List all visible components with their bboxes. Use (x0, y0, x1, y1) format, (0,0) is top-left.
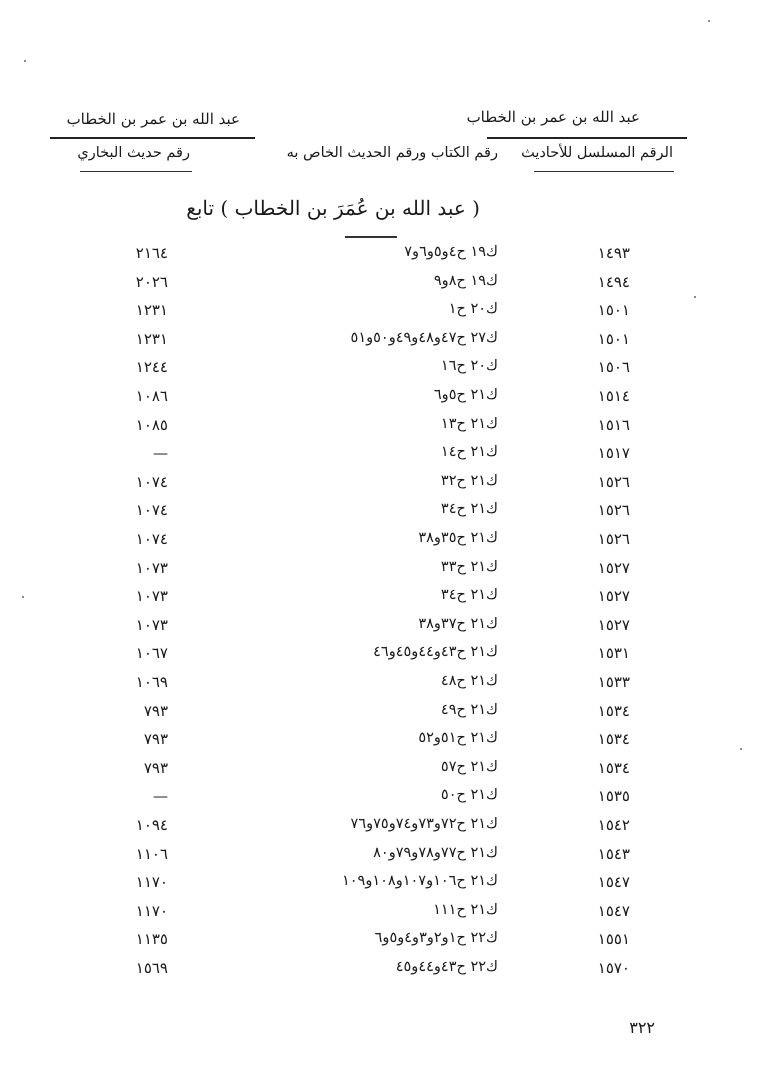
serial-number-cell: ١٥٥١ (597, 930, 630, 949)
table-row (0, 526, 760, 555)
book-hadith-cell: ك٢٧ ح٤٧و٤٨و٤٩و٥٠و٥١ (350, 329, 498, 346)
book-hadith-cell: ك٢١ ح٣٥و٣٨ (418, 530, 498, 546)
table-row (0, 383, 760, 412)
book-hadith-cell: ك٢١ ح٥٧ (440, 758, 498, 775)
scan-speck (22, 596, 24, 598)
serial-number-cell: ١٥٠١ (597, 329, 630, 348)
bukhari-number-cell: — (153, 787, 168, 806)
scan-speck (708, 20, 710, 22)
table-row (0, 698, 760, 727)
section-title: ( عبد الله بن عُمَرَ بن الخطاب ) تابع (186, 196, 480, 220)
table-row (0, 841, 760, 870)
table-row (0, 469, 760, 498)
serial-number-cell: ١٥٣٥ (597, 787, 630, 806)
bukhari-number-cell: ١١٧٠ (135, 901, 168, 920)
column-header-book-hadith: رقم الكتاب ورقم الحديث الخاص به (286, 145, 498, 161)
book-hadith-cell: ك٢١ ح٣٢ (440, 472, 498, 489)
header-rule-right (487, 137, 687, 139)
bukhari-number-cell: ١٠٨٦ (135, 387, 168, 405)
book-hadith-cell: ك٢١ ح٥و٦ (433, 387, 498, 403)
serial-number-cell: ١٥٢٧ (597, 587, 630, 606)
scan-speck (740, 748, 742, 750)
table-row (0, 269, 760, 298)
book-hadith-cell: ك٢١ ح٥٠ (440, 787, 498, 804)
bukhari-number-cell: ١٢٣١ (135, 329, 168, 348)
serial-number-cell: ١٥٣٤ (597, 730, 630, 749)
bukhari-number-cell: ١٠٧٤ (135, 530, 168, 548)
table-row (0, 440, 760, 469)
bukhari-number-cell: ١٠٦٧ (135, 644, 168, 663)
serial-number-cell: ١٥٢٦ (597, 501, 630, 520)
table-row (0, 240, 760, 269)
header-rule-left (50, 137, 255, 139)
book-hadith-cell: ك٢١ ح١٠٦و١٠٧و١٠٨و١٠٩ (341, 873, 498, 890)
serial-number-cell: ١٥٣٤ (597, 758, 630, 777)
book-hadith-cell: ك٢١ ح٣٤ (440, 501, 498, 518)
table-row (0, 812, 760, 841)
bukhari-number-cell: ١٥٦٩ (135, 959, 168, 977)
table-row (0, 497, 760, 526)
book-hadith-cell: ك٢١ ح١٣ (440, 415, 498, 432)
table-row (0, 926, 760, 955)
book-hadith-cell: ك٢٢ ح٤٣و٤٤و٤٥ (395, 959, 498, 975)
table-row (0, 555, 760, 584)
serial-number-cell: ١٥٢٦ (597, 530, 630, 548)
book-hadith-cell: ك٢١ ح٤٩ (440, 701, 498, 718)
bukhari-number-cell: ١٠٧٣ (135, 558, 168, 577)
serial-number-cell: ١٥٢٧ (597, 558, 630, 577)
table-row (0, 354, 760, 383)
table-row (0, 783, 760, 812)
scan-speck (694, 296, 696, 298)
bukhari-number-cell: ١٠٩٤ (135, 816, 168, 834)
table-row (0, 869, 760, 898)
bukhari-number-cell: ١٠٧٣ (135, 615, 168, 634)
bukhari-number-cell: ١٢٣١ (135, 301, 168, 320)
serial-number-cell: ١٥٤٧ (597, 873, 630, 892)
column-header-serial: الرقم المسلسل للأحاديث (521, 145, 673, 161)
bukhari-number-cell: ١١٧٠ (135, 873, 168, 892)
bukhari-number-cell: ٧٩٣ (143, 701, 168, 720)
bukhari-number-cell: ٢١٦٤ (135, 244, 168, 262)
serial-number-cell: ١٤٩٣ (597, 244, 630, 262)
table-row (0, 583, 760, 612)
column-header-bukhari: رقم حديث البخاري (77, 145, 190, 161)
column-header-serial-underline (534, 171, 674, 172)
table-row (0, 640, 760, 669)
serial-number-cell: ١٥١٧ (597, 444, 630, 463)
serial-number-cell: ١٥٢٧ (597, 615, 630, 634)
bukhari-number-cell: — (153, 444, 168, 463)
serial-number-cell: ١٥٤٣ (597, 844, 630, 863)
running-header-left: عبد الله بن عمر بن الخطاب (66, 110, 240, 128)
serial-number-cell: ١٥٢٦ (597, 472, 630, 491)
table-row (0, 612, 760, 641)
book-hadith-cell: ك٢١ ح٤٨ (440, 673, 498, 689)
table-row (0, 955, 760, 984)
bukhari-number-cell: ١٠٧٤ (135, 501, 168, 520)
serial-number-cell: ١٥٤٧ (597, 901, 630, 920)
serial-number-cell: ١٥١٤ (597, 387, 630, 405)
table-row (0, 326, 760, 355)
bukhari-number-cell: ٧٩٣ (143, 758, 168, 777)
table-row (0, 755, 760, 784)
bukhari-number-cell: ١١٠٦ (135, 844, 168, 863)
serial-number-cell: ١٥٤٢ (597, 816, 630, 834)
book-hadith-cell: ك٢١ ح٣٣ (440, 558, 498, 575)
serial-number-cell: ١٥٣٤ (597, 701, 630, 720)
book-hadith-cell: ك٢١ ح٤٣و٤٤و٤٥و٤٦ (373, 644, 498, 661)
table-row (0, 898, 760, 927)
book-hadith-cell: ك٢١ ح٧٢و٧٣و٧٤و٧٥و٧٦ (350, 816, 498, 832)
book-hadith-cell: ك٢١ ح٥١و٥٢ (418, 730, 498, 747)
book-hadith-cell: ك٢٠ ح١٦ (440, 358, 498, 375)
book-hadith-cell: ك٢١ ح٧٧و٧٨و٧٩و٨٠ (373, 844, 498, 861)
serial-number-cell: ١٥١٦ (597, 415, 630, 434)
serial-number-cell: ١٥٠٦ (597, 358, 630, 377)
book-hadith-cell: ك٢٢ ح١و٢و٣و٤و٥و٦ (374, 930, 498, 947)
book-hadith-cell: ك١٩ ح٤و٥و٦و٧ (404, 244, 498, 260)
bukhari-number-cell: ١٢٤٤ (135, 358, 168, 377)
bukhari-number-cell: ٧٩٣ (143, 730, 168, 749)
book-hadith-cell: ك٢١ ح١١١ (433, 901, 498, 918)
table-row (0, 297, 760, 326)
table-row (0, 669, 760, 698)
serial-number-cell: ١٥٣٣ (597, 673, 630, 691)
bukhari-number-cell: ١٠٨٥ (135, 415, 168, 434)
scan-speck (24, 60, 26, 62)
section-title-rule (345, 236, 397, 238)
bukhari-number-cell: ٢٠٢٦ (135, 272, 168, 291)
book-hadith-cell: ك٢٠ ح١ (448, 301, 498, 318)
book-hadith-cell: ك٢١ ح٣٧و٣٨ (418, 615, 498, 632)
running-header-right: عبد الله بن عمر بن الخطاب (466, 108, 640, 126)
bukhari-number-cell: ١٠٦٩ (135, 673, 168, 691)
book-hadith-cell: ك٢١ ح١٤ (440, 444, 498, 461)
bukhari-number-cell: ١٠٧٣ (135, 587, 168, 606)
table-row (0, 412, 760, 441)
book-hadith-cell: ك١٩ ح٨و٩ (433, 272, 498, 289)
table-row (0, 726, 760, 755)
column-header-bukhari-underline (80, 171, 192, 172)
bukhari-number-cell: ١٠٧٤ (135, 472, 168, 491)
bukhari-number-cell: ١١٣٥ (135, 930, 168, 949)
book-hadith-cell: ك٢١ ح٣٤ (440, 587, 498, 604)
serial-number-cell: ١٥٣١ (597, 644, 630, 663)
serial-number-cell: ١٤٩٤ (597, 272, 630, 291)
serial-number-cell: ١٥٧٠ (597, 959, 630, 977)
page-number: ٣٢٢ (629, 1018, 655, 1037)
serial-number-cell: ١٥٠١ (597, 301, 630, 320)
